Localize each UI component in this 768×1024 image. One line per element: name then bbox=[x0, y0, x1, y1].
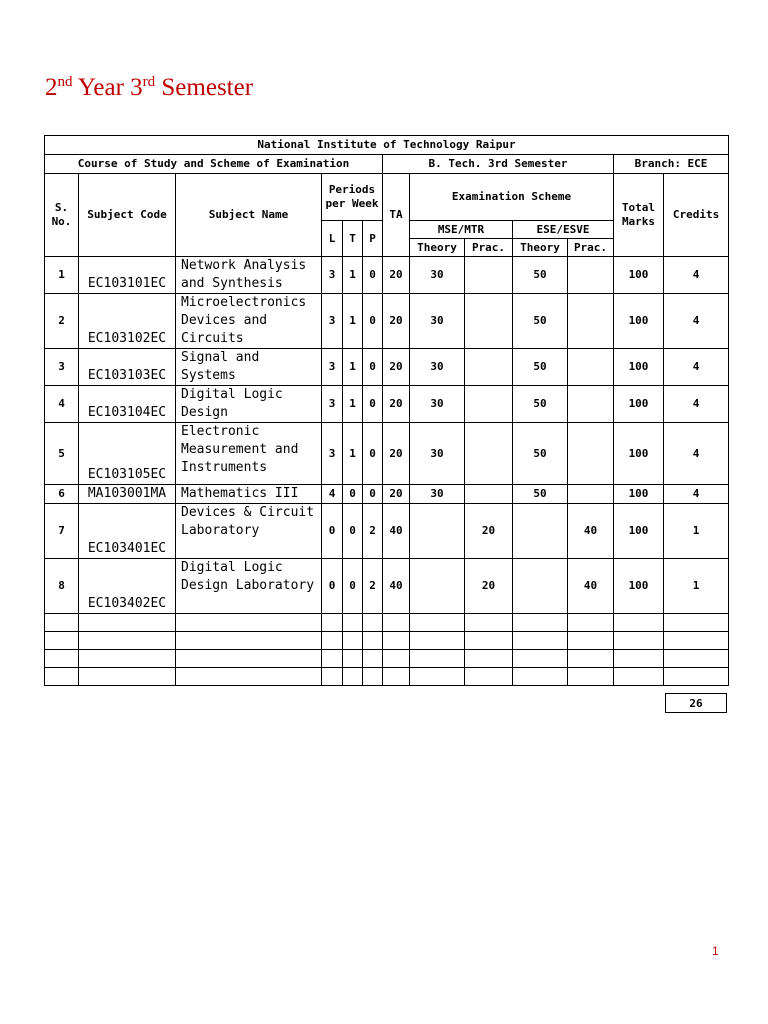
cell-ese-prac bbox=[568, 485, 614, 504]
cell-ese-prac bbox=[568, 294, 614, 349]
empty-cell bbox=[513, 668, 568, 686]
cell-total: 100 bbox=[614, 257, 664, 294]
empty-cell bbox=[322, 650, 343, 668]
empty-cell bbox=[513, 650, 568, 668]
header-p: P bbox=[363, 221, 383, 257]
empty-cell bbox=[568, 650, 614, 668]
empty-cell bbox=[322, 668, 343, 686]
empty-cell bbox=[614, 614, 664, 632]
cell-ese-prac bbox=[568, 386, 614, 423]
empty-cell bbox=[343, 614, 363, 632]
table-row bbox=[45, 485, 729, 504]
empty-row bbox=[45, 650, 729, 668]
empty-cell bbox=[465, 614, 513, 632]
empty-cell bbox=[614, 650, 664, 668]
empty-cell bbox=[176, 614, 322, 632]
cell-p: 0 bbox=[363, 485, 383, 504]
cell-name: Electronic Measurement and Instruments bbox=[176, 423, 322, 485]
empty-cell bbox=[343, 668, 363, 686]
empty-cell bbox=[79, 632, 176, 650]
cell-ta: 20 bbox=[383, 257, 410, 294]
empty-cell bbox=[664, 632, 729, 650]
heading-sem-word: Semester bbox=[161, 74, 254, 101]
cell-code: EC103401EC bbox=[79, 504, 176, 559]
header-ta: TA bbox=[383, 174, 410, 257]
header-mse-prac: Prac. bbox=[465, 239, 513, 257]
header-sno: S. No. bbox=[45, 174, 79, 257]
cell-code: MA103001MA bbox=[79, 485, 176, 504]
cell-name: Digital Logic Design Laboratory bbox=[176, 559, 322, 614]
empty-cell bbox=[343, 650, 363, 668]
table-row bbox=[45, 257, 729, 294]
cell-p: 0 bbox=[363, 349, 383, 386]
credit-total: 26 bbox=[665, 693, 727, 713]
cell-name: Devices & Circuit Laboratory bbox=[176, 504, 322, 559]
cell-ta: 40 bbox=[383, 504, 410, 559]
cell-sno: 7 bbox=[45, 504, 79, 559]
cell-ta: 20 bbox=[383, 294, 410, 349]
branch-title: Branch: ECE bbox=[614, 155, 729, 174]
cell-p: 2 bbox=[363, 504, 383, 559]
cell-ta: 20 bbox=[383, 423, 410, 485]
cell-mse-theory bbox=[410, 559, 465, 614]
cell-credits: 1 bbox=[664, 559, 729, 614]
cell-p: 0 bbox=[363, 423, 383, 485]
cell-credits: 4 bbox=[664, 349, 729, 386]
cell-credits: 4 bbox=[664, 485, 729, 504]
cell-mse-prac bbox=[465, 485, 513, 504]
empty-cell bbox=[465, 650, 513, 668]
cell-credits: 4 bbox=[664, 294, 729, 349]
table-row bbox=[45, 386, 729, 423]
table-row bbox=[45, 504, 729, 559]
cell-t: 1 bbox=[343, 294, 363, 349]
cell-t: 1 bbox=[343, 257, 363, 294]
page-number: 1 bbox=[712, 944, 719, 958]
empty-cell bbox=[45, 668, 79, 686]
empty-cell bbox=[513, 632, 568, 650]
cell-mse-theory: 30 bbox=[410, 386, 465, 423]
cell-ese-prac bbox=[568, 349, 614, 386]
empty-cell bbox=[465, 668, 513, 686]
cell-ta: 20 bbox=[383, 485, 410, 504]
empty-cell bbox=[664, 668, 729, 686]
empty-cell bbox=[383, 614, 410, 632]
heading-year-word: Year bbox=[77, 74, 124, 101]
cell-mse-prac bbox=[465, 386, 513, 423]
cell-mse-theory: 30 bbox=[410, 294, 465, 349]
cell-credits: 1 bbox=[664, 504, 729, 559]
cell-ese-theory bbox=[513, 559, 568, 614]
cell-mse-theory: 30 bbox=[410, 423, 465, 485]
table-row bbox=[45, 423, 729, 485]
institute-title: National Institute of Technology Raipur bbox=[45, 136, 729, 155]
program-title: B. Tech. 3rd Semester bbox=[383, 155, 614, 174]
empty-cell bbox=[568, 632, 614, 650]
cell-ese-theory: 50 bbox=[513, 257, 568, 294]
table-row bbox=[45, 559, 729, 614]
empty-cell bbox=[383, 650, 410, 668]
empty-cell bbox=[322, 632, 343, 650]
page-heading bbox=[45, 74, 253, 102]
cell-l: 3 bbox=[322, 349, 343, 386]
cell-ese-theory: 50 bbox=[513, 349, 568, 386]
header-ese-prac: Prac. bbox=[568, 239, 614, 257]
cell-p: 0 bbox=[363, 386, 383, 423]
empty-cell bbox=[614, 668, 664, 686]
cell-ta: 40 bbox=[383, 559, 410, 614]
cell-credits: 4 bbox=[664, 257, 729, 294]
cell-ese-theory: 50 bbox=[513, 386, 568, 423]
cell-t: 1 bbox=[343, 423, 363, 485]
cell-l: 0 bbox=[322, 559, 343, 614]
cell-ese-prac: 40 bbox=[568, 504, 614, 559]
cell-mse-theory: 30 bbox=[410, 257, 465, 294]
cell-ese-theory bbox=[513, 504, 568, 559]
header-credits: Credits bbox=[664, 174, 729, 257]
cell-p: 2 bbox=[363, 559, 383, 614]
cell-t: 1 bbox=[343, 386, 363, 423]
cell-total: 100 bbox=[614, 559, 664, 614]
empty-cell bbox=[568, 614, 614, 632]
empty-cell bbox=[664, 650, 729, 668]
cell-mse-prac bbox=[465, 294, 513, 349]
empty-cell bbox=[513, 614, 568, 632]
cell-ese-prac bbox=[568, 257, 614, 294]
cell-mse-prac bbox=[465, 257, 513, 294]
header-name: Subject Name bbox=[176, 174, 322, 257]
empty-cell bbox=[410, 668, 465, 686]
cell-code: EC103402EC bbox=[79, 559, 176, 614]
empty-cell bbox=[568, 668, 614, 686]
empty-cell bbox=[410, 650, 465, 668]
cell-total: 100 bbox=[614, 485, 664, 504]
empty-cell bbox=[410, 614, 465, 632]
empty-cell bbox=[363, 650, 383, 668]
cell-l: 3 bbox=[322, 294, 343, 349]
scheme-table bbox=[44, 135, 729, 686]
cell-name: Digital Logic Design bbox=[176, 386, 322, 423]
empty-row bbox=[45, 632, 729, 650]
cell-t: 0 bbox=[343, 504, 363, 559]
cell-t: 0 bbox=[343, 559, 363, 614]
cell-p: 0 bbox=[363, 257, 383, 294]
empty-cell bbox=[176, 650, 322, 668]
empty-cell bbox=[363, 632, 383, 650]
header-mse-theory: Theory bbox=[410, 239, 465, 257]
heading-sem-sup: rd bbox=[142, 74, 156, 90]
cell-ese-prac: 40 bbox=[568, 559, 614, 614]
cell-sno: 3 bbox=[45, 349, 79, 386]
cell-name: Network Analysis and Synthesis bbox=[176, 257, 322, 294]
empty-cell bbox=[410, 632, 465, 650]
empty-cell bbox=[614, 632, 664, 650]
cell-p: 0 bbox=[363, 294, 383, 349]
cell-total: 100 bbox=[614, 386, 664, 423]
cell-code: EC103104EC bbox=[79, 386, 176, 423]
cell-ta: 20 bbox=[383, 349, 410, 386]
cell-mse-prac: 20 bbox=[465, 504, 513, 559]
empty-cell bbox=[363, 614, 383, 632]
heading-sem-num: 3 bbox=[130, 74, 143, 101]
cell-sno: 6 bbox=[45, 485, 79, 504]
empty-cell bbox=[79, 614, 176, 632]
cell-sno: 2 bbox=[45, 294, 79, 349]
header-exam-scheme: Examination Scheme bbox=[410, 174, 614, 221]
heading-year-num: 2 bbox=[45, 74, 58, 101]
heading-year-sup: nd bbox=[57, 74, 73, 90]
cell-t: 1 bbox=[343, 349, 363, 386]
empty-cell bbox=[322, 614, 343, 632]
cell-total: 100 bbox=[614, 294, 664, 349]
cell-mse-prac bbox=[465, 423, 513, 485]
cell-l: 4 bbox=[322, 485, 343, 504]
cell-code: EC103101EC bbox=[79, 257, 176, 294]
course-title: Course of Study and Scheme of Examination bbox=[45, 155, 383, 174]
table-row bbox=[45, 294, 729, 349]
cell-mse-theory bbox=[410, 504, 465, 559]
cell-ta: 20 bbox=[383, 386, 410, 423]
cell-total: 100 bbox=[614, 504, 664, 559]
empty-cell bbox=[45, 614, 79, 632]
empty-row bbox=[45, 668, 729, 686]
cell-l: 3 bbox=[322, 423, 343, 485]
cell-name: Mathematics III bbox=[176, 485, 322, 504]
empty-cell bbox=[343, 632, 363, 650]
cell-name: Signal and Systems bbox=[176, 349, 322, 386]
empty-cell bbox=[664, 614, 729, 632]
cell-l: 0 bbox=[322, 504, 343, 559]
empty-cell bbox=[45, 650, 79, 668]
cell-ese-theory: 50 bbox=[513, 294, 568, 349]
cell-total: 100 bbox=[614, 423, 664, 485]
cell-ese-prac bbox=[568, 423, 614, 485]
cell-mse-theory: 30 bbox=[410, 349, 465, 386]
header-ese-theory: Theory bbox=[513, 239, 568, 257]
empty-cell bbox=[79, 650, 176, 668]
empty-cell bbox=[176, 668, 322, 686]
cell-code: EC103105EC bbox=[79, 423, 176, 485]
header-code: Subject Code bbox=[79, 174, 176, 257]
cell-name: Microelectronics Devices and Circuits bbox=[176, 294, 322, 349]
header-ese: ESE/ESVE bbox=[513, 221, 614, 239]
cell-l: 3 bbox=[322, 386, 343, 423]
empty-cell bbox=[79, 668, 176, 686]
cell-code: EC103102EC bbox=[79, 294, 176, 349]
cell-mse-theory: 30 bbox=[410, 485, 465, 504]
empty-row bbox=[45, 614, 729, 632]
empty-cell bbox=[363, 668, 383, 686]
cell-mse-prac bbox=[465, 349, 513, 386]
cell-ese-theory: 50 bbox=[513, 485, 568, 504]
header-t: T bbox=[343, 221, 363, 257]
table-row bbox=[45, 349, 729, 386]
empty-cell bbox=[383, 632, 410, 650]
cell-l: 3 bbox=[322, 257, 343, 294]
cell-ese-theory: 50 bbox=[513, 423, 568, 485]
header-l: L bbox=[322, 221, 343, 257]
cell-sno: 8 bbox=[45, 559, 79, 614]
header-mse: MSE/MTR bbox=[410, 221, 513, 239]
cell-credits: 4 bbox=[664, 423, 729, 485]
empty-cell bbox=[176, 632, 322, 650]
cell-credits: 4 bbox=[664, 386, 729, 423]
cell-code: EC103103EC bbox=[79, 349, 176, 386]
empty-cell bbox=[45, 632, 79, 650]
cell-sno: 4 bbox=[45, 386, 79, 423]
cell-sno: 5 bbox=[45, 423, 79, 485]
cell-mse-prac: 20 bbox=[465, 559, 513, 614]
empty-cell bbox=[465, 632, 513, 650]
header-total: Total Marks bbox=[614, 174, 664, 257]
cell-t: 0 bbox=[343, 485, 363, 504]
empty-cell bbox=[383, 668, 410, 686]
cell-sno: 1 bbox=[45, 257, 79, 294]
header-periods: Periods per Week bbox=[322, 174, 383, 221]
cell-total: 100 bbox=[614, 349, 664, 386]
